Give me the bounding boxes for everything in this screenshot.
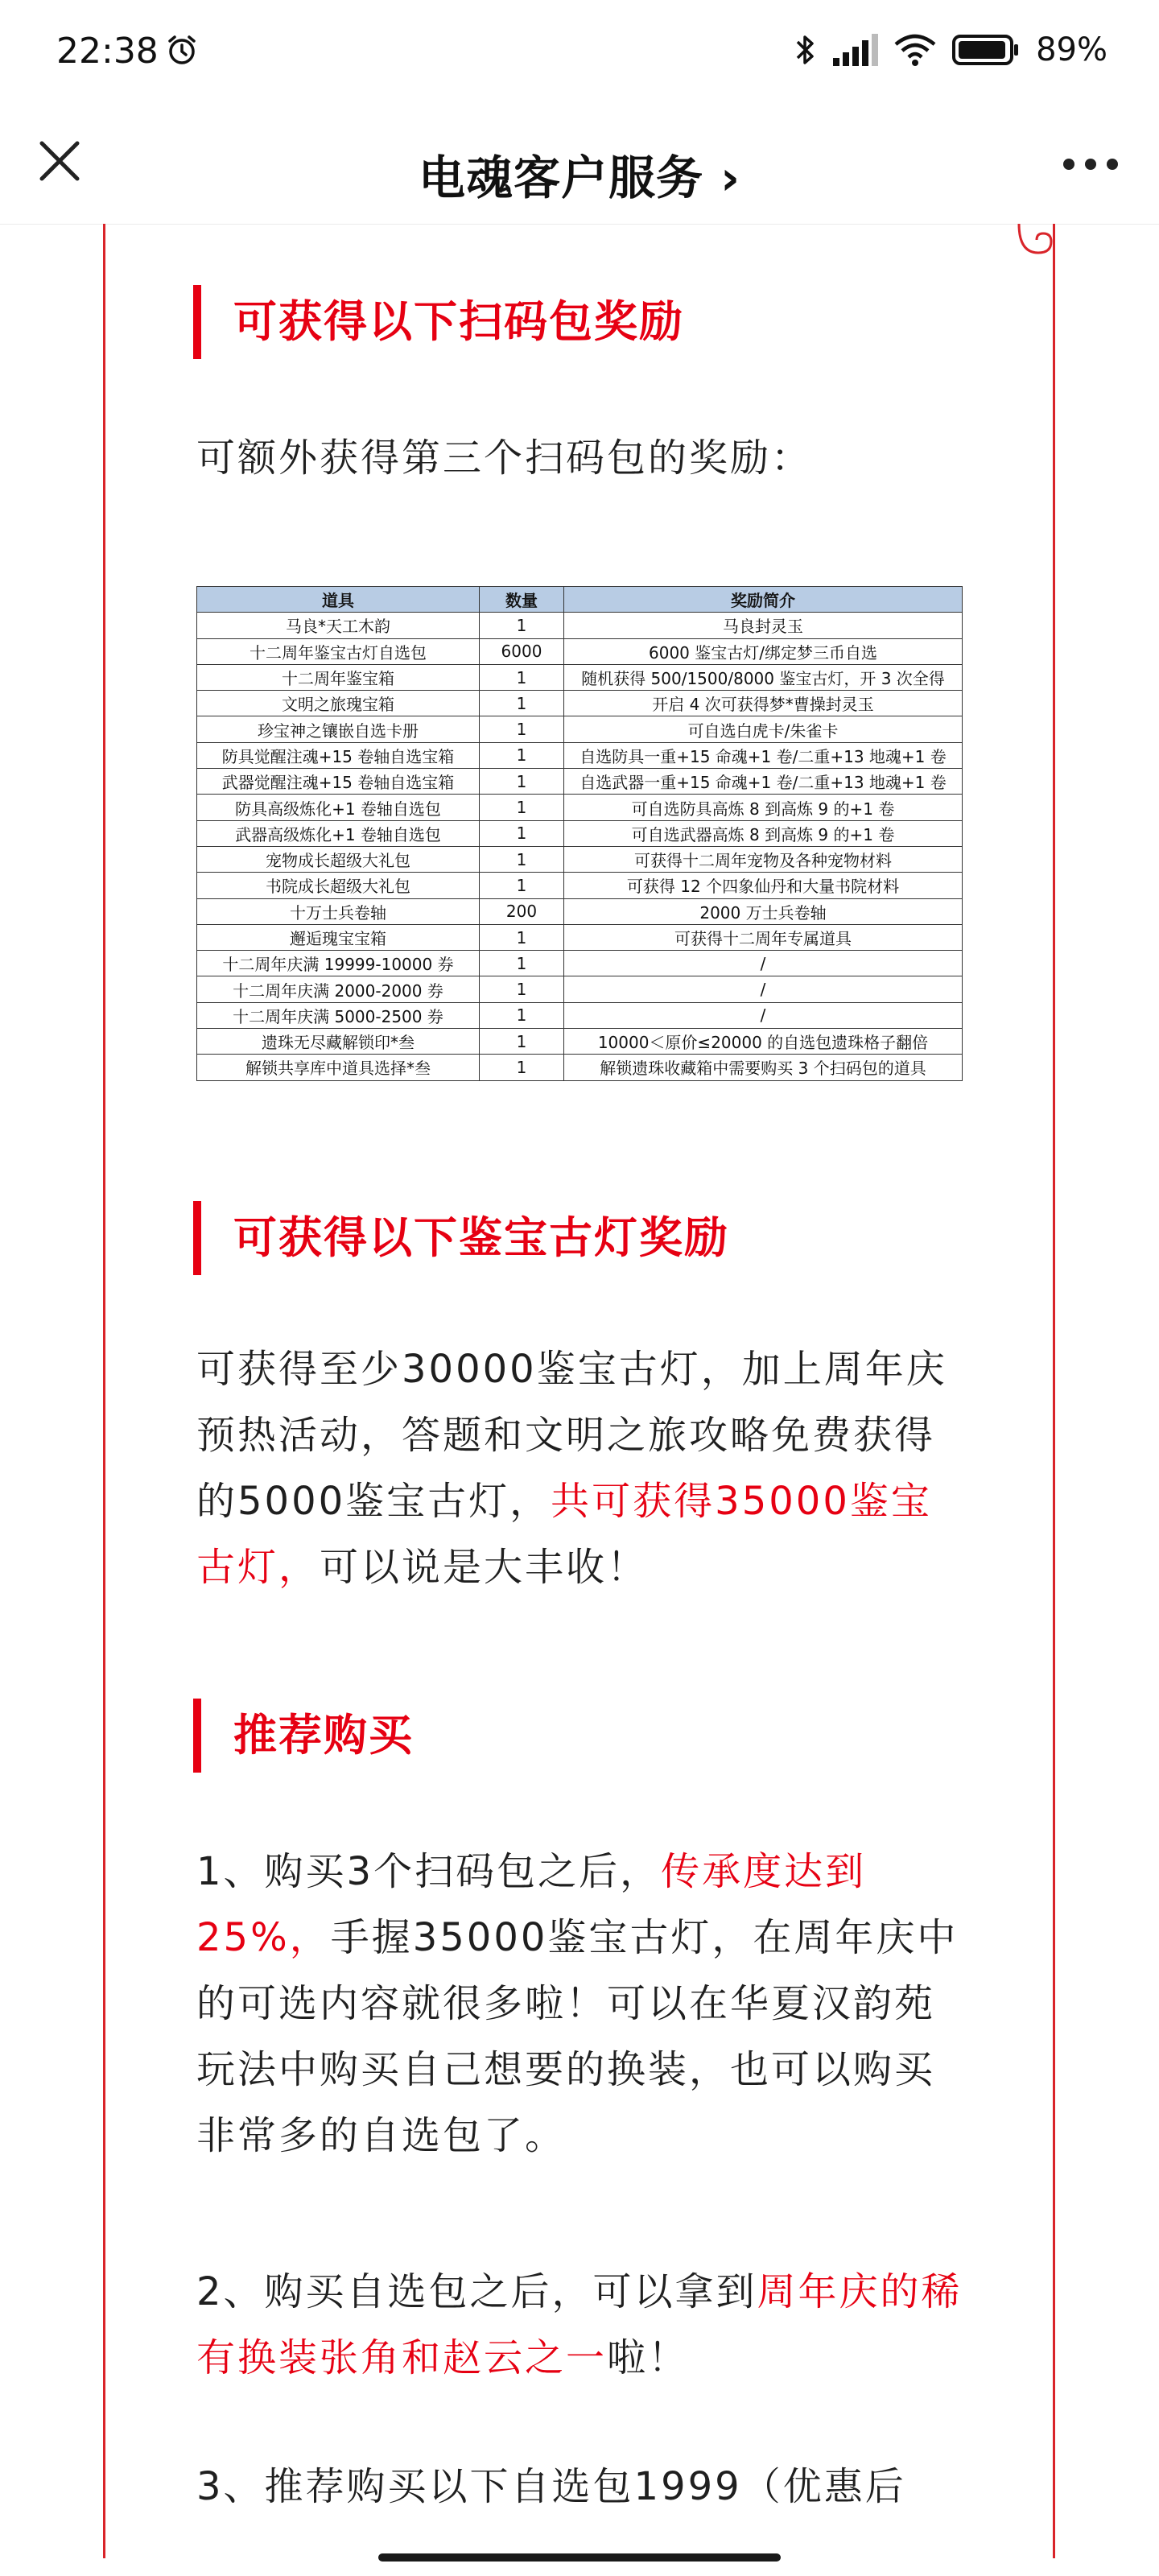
- table-row: [197, 1055, 963, 1080]
- table-row: [197, 951, 963, 976]
- table-cell: 文明之旅瑰宝箱: [197, 691, 480, 716]
- table-cell: 防具觉醒注魂+15 卷轴自选宝箱: [197, 742, 480, 768]
- table-cell: 解锁遗珠收藏箱中需要购买 3 个扫码包的道具: [564, 1055, 963, 1080]
- table-row: [197, 795, 963, 820]
- table-cell: 开启 4 次可获得梦*曹操封灵玉: [564, 691, 963, 716]
- table-cell: 可获得十二周年专属道具: [564, 924, 963, 950]
- table-cell: 随机获得 500/1500/8000 鉴宝古灯，开 3 次全得: [564, 664, 963, 690]
- paragraph-text: 2、购买自选包之后，可以拿到: [196, 2269, 757, 2314]
- recommend-paragraph-2: [196, 2259, 966, 2391]
- table-cell: 1: [480, 716, 564, 742]
- table-row: [197, 769, 963, 795]
- table-cell: 1: [480, 795, 564, 820]
- reward-table: [196, 586, 963, 1081]
- status-icons: [794, 31, 1107, 69]
- table-cell: 1: [480, 924, 564, 950]
- table-cell: 十二周年庆满 19999-10000 券: [197, 951, 480, 976]
- table-cell: 1: [480, 846, 564, 872]
- table-cell: 邂逅瑰宝宝箱: [197, 924, 480, 950]
- status-bar: [0, 0, 1159, 105]
- table-cell: /: [564, 951, 963, 976]
- highlight-text: 共可获得35000鉴宝古灯，: [196, 1479, 932, 1590]
- table-cell: 1: [480, 1002, 564, 1028]
- table-cell: 1: [480, 1029, 564, 1055]
- frame-border-left: [103, 224, 105, 2558]
- table-cell: 10000＜原价≤20000 的自选包遗珠格子翻倍: [564, 1029, 963, 1055]
- status-time: 22:38: [56, 31, 159, 72]
- section-heading-recommend: 推荐购买: [193, 1699, 414, 1773]
- table-header-desc: 奖励简介: [564, 587, 963, 613]
- table-cell: 1: [480, 691, 564, 716]
- highlight-text: 传承度达到25%，: [196, 1849, 867, 1960]
- more-icon[interactable]: [1062, 158, 1119, 171]
- table-cell: 十二周年庆满 5000-2500 券: [197, 1002, 480, 1028]
- paragraph-text: 手握35000鉴宝古灯，在周年庆中的可选内容就很多啦！可以在华夏汉韵苑玩法中购买自己想要的换装，也可以购买非常多的自选包了。: [196, 1915, 959, 2158]
- table-cell: 自选防具一重+15 命魂+1 卷/二重+13 地魂+1 卷: [564, 742, 963, 768]
- table-row: [197, 613, 963, 638]
- table-cell: 1: [480, 1055, 564, 1080]
- table-cell: 2000 万士兵卷轴: [564, 898, 963, 924]
- table-row: [197, 846, 963, 872]
- bluetooth-icon: [794, 31, 817, 69]
- table-cell: 200: [480, 898, 564, 924]
- table-cell: 十二周年鉴宝箱: [197, 664, 480, 690]
- table-cell: 宠物成长超级大礼包: [197, 846, 480, 872]
- signal-icon: [831, 34, 878, 66]
- table-row: [197, 638, 963, 664]
- table-cell: 1: [480, 951, 564, 976]
- table-cell: 1: [480, 769, 564, 795]
- section-heading-lamp-rewards: 可获得以下鉴宝古灯奖励: [193, 1201, 729, 1275]
- table-cell: 可自选防具高炼 8 到高炼 9 的+1 卷: [564, 795, 963, 820]
- table-cell: 1: [480, 976, 564, 1002]
- table-cell: 遗珠无尽藏解锁印*叁: [197, 1029, 480, 1055]
- table-header-item: 道具: [197, 587, 480, 613]
- table-cell: /: [564, 1002, 963, 1028]
- table-cell: 1: [480, 613, 564, 638]
- table-cell: 6000 鉴宝古灯/绑定梦三币自选: [564, 638, 963, 664]
- table-cell: 自选武器一重+15 命魂+1 卷/二重+13 地魂+1 卷: [564, 769, 963, 795]
- table-row: [197, 1002, 963, 1028]
- table-cell: 武器高级炼化+1 卷轴自选包: [197, 820, 480, 846]
- frame-border-right: [1053, 224, 1055, 2558]
- battery-icon: [952, 34, 1020, 66]
- table-cell: 马良封灵玉: [564, 613, 963, 638]
- wifi-icon: [893, 33, 938, 67]
- table-cell: 马良*天工木韵: [197, 613, 480, 638]
- table-row: [197, 691, 963, 716]
- table-header-row: [197, 587, 963, 613]
- home-indicator[interactable]: [378, 2553, 781, 2562]
- table-row: [197, 898, 963, 924]
- table-cell: 1: [480, 820, 564, 846]
- section-intro: 可额外获得第三个扫码包的奖励：: [196, 436, 813, 481]
- section-heading-scan-rewards: 可获得以下扫码包奖励: [193, 285, 684, 359]
- table-cell: /: [564, 976, 963, 1002]
- table-header-qty: 数量: [480, 587, 564, 613]
- table-cell: 可获得十二周年宠物及各种宠物材料: [564, 846, 963, 872]
- table-cell: 珍宝神之镶嵌自选卡册: [197, 716, 480, 742]
- table-cell: 解锁共享库中道具选择*叁: [197, 1055, 480, 1080]
- table-row: [197, 873, 963, 898]
- table-row: [197, 1029, 963, 1055]
- alarm-icon: [166, 34, 198, 66]
- corner-ornament-icon: [1016, 224, 1056, 259]
- table-cell: 书院成长超级大礼包: [197, 873, 480, 898]
- table-cell: 十二周年鉴宝古灯自选包: [197, 638, 480, 664]
- table-row: [197, 742, 963, 768]
- table-row: [197, 924, 963, 950]
- table-cell: 武器觉醒注魂+15 卷轴自选宝箱: [197, 769, 480, 795]
- table-cell: 可获得 12 个四象仙丹和大量书院材料: [564, 873, 963, 898]
- paragraph-text: 啦！: [607, 2335, 690, 2380]
- paragraph-text: 可以说是大丰收！: [320, 1545, 649, 1590]
- recommend-paragraph-1: [196, 1839, 966, 2169]
- table-cell: 6000: [480, 638, 564, 664]
- table-row: [197, 820, 963, 846]
- recommend-paragraph-3: 3、推荐购买以下自选包1999（优惠后: [196, 2464, 906, 2509]
- lamp-rewards-paragraph: [196, 1336, 966, 1600]
- paragraph-text: 1、购买3个扫码包之后，: [196, 1849, 662, 1894]
- table-cell: 十万士兵卷轴: [197, 898, 480, 924]
- paragraph-text: 可获得至少30000鉴宝古灯，加上周年庆预热活动，答题和文明之旅攻略免费获得的5000鉴宝古灯，: [196, 1347, 947, 1524]
- page-title[interactable]: 电魂客户服务 ›: [418, 151, 741, 205]
- table-cell: 十二周年庆满 2000-2000 券: [197, 976, 480, 1002]
- table-row: [197, 976, 963, 1002]
- battery-percent: 89%: [1036, 31, 1107, 68]
- table-row: [197, 664, 963, 690]
- table-cell: 可自选白虎卡/朱雀卡: [564, 716, 963, 742]
- table-row: [197, 716, 963, 742]
- table-cell: 1: [480, 742, 564, 768]
- table-cell: 1: [480, 873, 564, 898]
- table-cell: 可自选武器高炼 8 到高炼 9 的+1 卷: [564, 820, 963, 846]
- nav-bar: [0, 105, 1159, 225]
- table-cell: 1: [480, 664, 564, 690]
- table-cell: 防具高级炼化+1 卷轴自选包: [197, 795, 480, 820]
- highlight-text: 周年庆的稀有换装张角和赵云之一: [196, 2269, 963, 2380]
